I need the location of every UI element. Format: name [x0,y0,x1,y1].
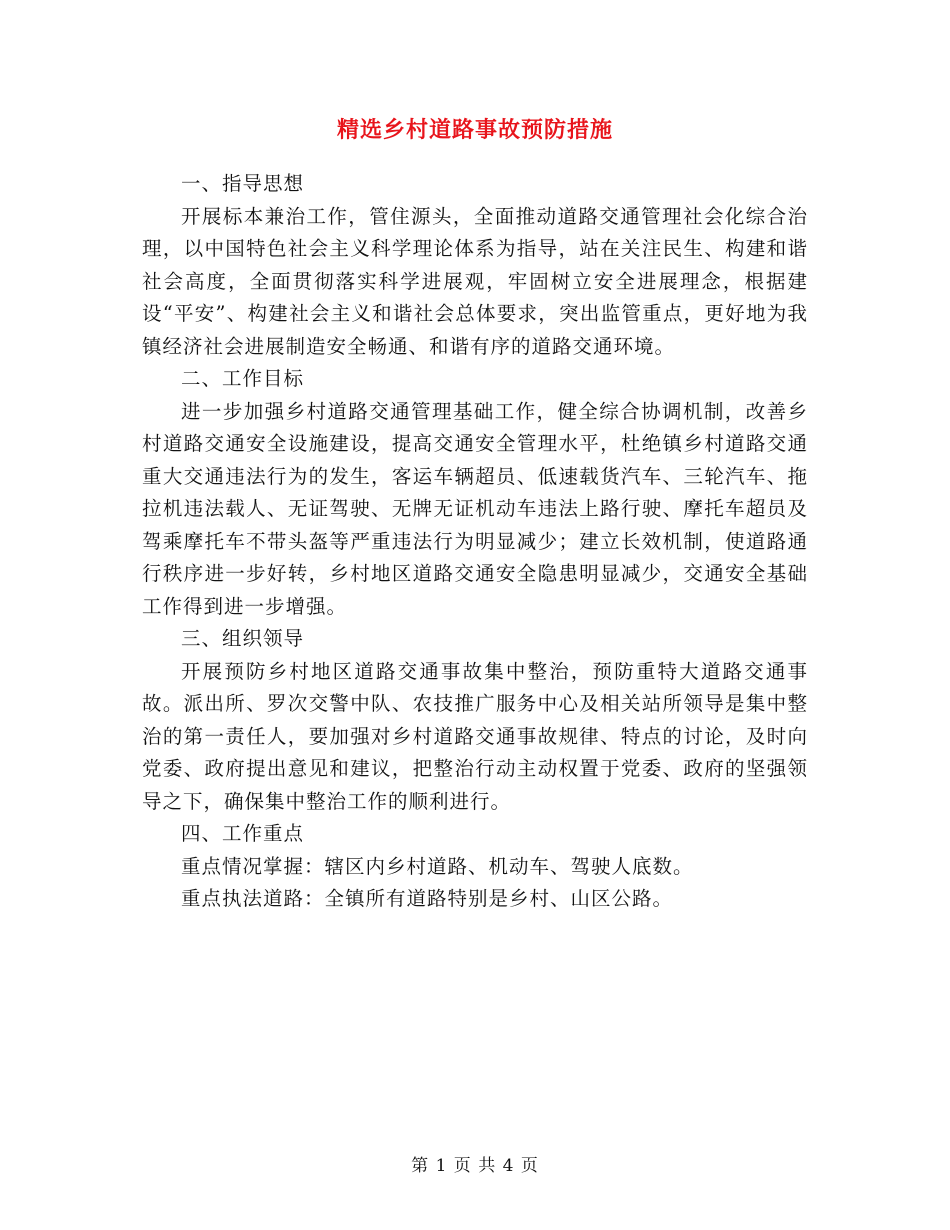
section-heading-work-focus: 四、工作重点 [181,822,305,845]
section-heading-organization: 三、组织领导 [181,627,305,650]
paragraph-focus-situation: 重点情况掌握：辖区内乡村道路、机动车、驾驶人底数。 [181,854,694,878]
section-heading-guiding-ideology: 一、指导思想 [181,172,305,195]
section-heading-work-goals: 二、工作目标 [181,367,305,390]
document-title: 精选乡村道路事故预防措施 [336,117,613,143]
page-number-footer: 第 1 页 共 4 页 [411,1156,539,1176]
paragraph-work-goals: 进一步加强乡村道路交通管理基础工作，健全综合协调机制，改善乡村道路交通安全设施建设，提高交通安全管理水平，杜绝镇乡村道路交通重大交通违法行为的发生，客运车辆超员、低速载货汽车、三轮汽车、拖拉机违法载人、无证驾驶、无牌无证机动车违法上路行驶、摩托车超员及驾乘摩托车不带头盔等严重违法行为明显减少；建立长效机制，使道路通行秩序进一步好转，乡村地区道路交通安全隐患明显减少，交通安全基础工作得到进一步增强。 [142,399,808,618]
paragraph-organization: 开展预防乡村地区道路交通事故集中整治，预防重特大道路交通事故。派出所、罗次交警中队、农技推广服务中心及相关站所领导是集中整治的第一责任人，要加强对乡村道路交通事故规律、特点的讨论，及时向党委、政府提出意见和建议，把整治行动主动权置于党委、政府的坚强领导之下，确保集中整治工作的顺利进行。 [142,659,808,813]
paragraph-guiding-ideology: 开展标本兼治工作，管住源头，全面推动道路交通管理社会化综合治理，以中国特色社会主义科学理论体系为指导，站在关注民生、构建和谐社会高度，全面贯彻落实科学进展观，牢固树立安全进展理念，根据建设“平安”、构建社会主义和谐社会总体要求，突出监管重点，更好地为我镇经济社会进展制造安全畅通、和谐有序的道路交通环境。 [142,204,808,358]
document-body [142,168,808,916]
paragraph-focus-roads: 重点执法道路：全镇所有道路特别是乡村、山区公路。 [181,887,674,910]
